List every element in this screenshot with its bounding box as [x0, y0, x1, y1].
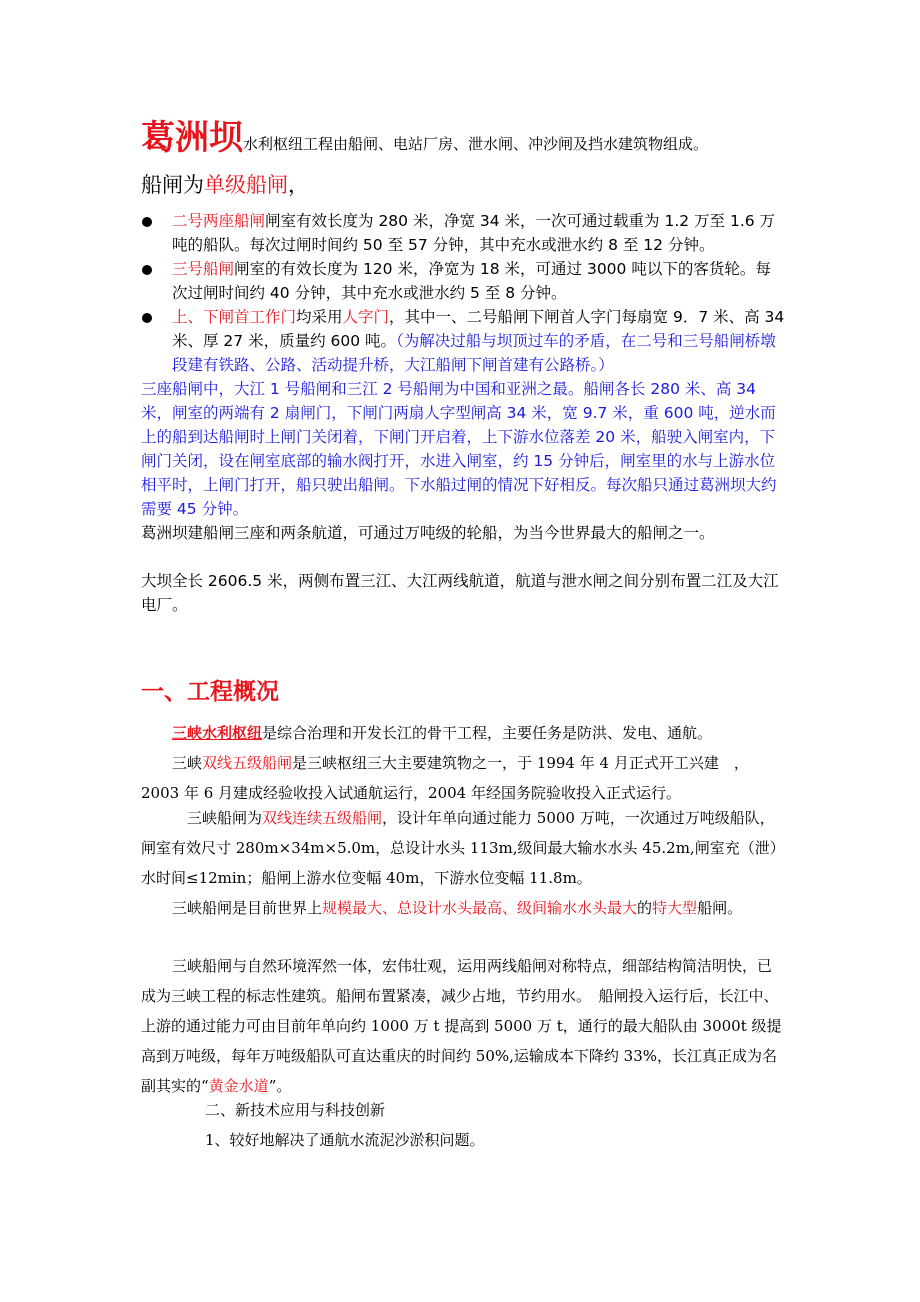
- env-text: 三峡船闸与自然环境浑然一体，宏伟壮观，运用两线船闸对称特点，细部结构简洁明快，已成为三峡工程的标志性建筑。船闸布置紧凑，减少占地，节约用水。 船闸投入运行后，长江中、上游的通过能力可由目前年单向约 1000 万 t 提高到 5000 万 t，通行的最大船队由 3000t 级提高到万吨级，每年万吨级船队可直达重庆的时间约 50%,运输成本下降约 33%，长江真正成为名副其实的“: [141, 957, 782, 1095]
- bullet-text: 闸室的有效长度为 120 米，净宽为 18 米，可通过 3000 吨以下的客货轮。每次过闸时间约 40 分钟，其中充水或泄水约 5 至 8 分钟。: [172, 260, 771, 302]
- list-item: [141, 209, 786, 257]
- spec-rest: ，设计年单向通过能力 5000 万吨，一次通过万吨级船队，闸室有效尺寸 280m×34m×5.0m，总设计水头 113m,级间最大输水水头 45.2m,闸室充（泄）水时间≤12min；船闸上游水位变幅 40m，下游水位变幅 11.8m。: [141, 809, 785, 887]
- title-line: [141, 118, 786, 158]
- list-item: [141, 305, 786, 377]
- bullet-dot-icon: [142, 265, 152, 275]
- feature-highlight: 规模最大、总设计水头最高、级间输水水头最大: [322, 899, 638, 917]
- section-heading-2: 二、新技术应用与科技创新: [205, 1101, 386, 1119]
- three-gorges-link[interactable]: 三峡水利枢纽: [172, 724, 263, 742]
- feature-mid: 的: [637, 899, 653, 917]
- bullet-highlight: 上、下闸首工作门: [172, 308, 297, 326]
- bullet-note: （为解决过船与坝顶过车的矛盾，在二号和三号船闸桥墩段建有铁路、公路、活动提升桥，大江船闸下闸首建有公路桥。）: [172, 332, 776, 374]
- spec-highlight: 双线连续五级船闸: [262, 809, 383, 827]
- feature-suffix: 船闸。: [697, 899, 743, 917]
- dual-highlight: 双线五级船闸: [202, 754, 293, 772]
- lock-paragraph: 三座船闸中，大江 1 号船闸和三江 2 号船闸为中国和亚洲之最。船闸各长 280 米、高 34 米，闸室的两端有 2 扇闸门，下闸门两扇人字型闸高 34 米，宽 9.7 米，重 600 吨，逆水而上的船到达船闸时上闸门关闭着，下闸门开启着，上下游水位落差 20 米，船驶入闸室内，下闸门关闭，设在闸室底部的输水阀打开，水进入闸室，约 15 分钟后，闸室里的水与上游水位相平时，上闸门打开，船只驶出船闸。下水船过闸的情况下好相反。每次船只通过葛洲坝大约需要 45 分钟。: [141, 380, 777, 518]
- subtitle-highlight: 单级船闸: [204, 173, 288, 197]
- subtitle-prefix: 船闸为: [141, 173, 204, 197]
- bullet-text-2: ，其中一、二号船闸下闸首人字门每扇宽 9．7 米、高 34 米、厚 27 米，质量约 600 吨。: [172, 308, 785, 350]
- feature-highlight-2: 特大型: [652, 899, 698, 917]
- gezhouba-ships-paragraph: 葛洲坝建船闸三座和两条航道，可通过万吨级的轮船，为当今世界最大的船闸之一。: [141, 524, 715, 542]
- title-main: 葛洲坝: [141, 118, 243, 158]
- bullet-highlight: 三号船闸: [172, 260, 235, 278]
- bullet-highlight: 二号两座船闸: [172, 212, 266, 230]
- bullet-dot-icon: [142, 313, 152, 323]
- three-gorges-feature: [141, 893, 786, 923]
- subtitle-suffix: ，: [288, 173, 309, 197]
- dam-paragraph: 大坝全长 2606.5 米，两侧布置三江、大江两线航道，航道与泄水闸之间分别布置二江及大江电厂。: [141, 572, 779, 614]
- env-highlight: 黄金水道: [208, 1077, 269, 1095]
- bullet-dot-icon: [142, 217, 152, 227]
- env-suffix: ”。: [268, 1077, 292, 1095]
- bullet-highlight-2: 人字门: [342, 308, 390, 326]
- bullet-text: 均采用: [296, 308, 343, 326]
- intro-rest: 是综合治理和开发长江的骨干工程，主要任务是防洪、发电、通航。: [262, 724, 713, 742]
- three-gorges-spec: [141, 803, 786, 893]
- section-heading-1: 一、工程概况: [141, 679, 279, 705]
- three-gorges-environment: [141, 951, 786, 1101]
- spec-prefix: 三峡船闸为: [187, 809, 263, 827]
- feature-prefix: 三峡船闸是目前世界上: [172, 899, 323, 917]
- bullet-text: 闸室有效长度为 280 米，净宽 34 米，一次可通过载重为 1.2 万至 1.6 万吨的船队。每次过闸时间约 50 至 57 分钟，其中充水或泄水约 8 至 12 分钟。: [172, 212, 776, 254]
- bullet-list: [141, 209, 786, 377]
- three-gorges-intro: [141, 718, 786, 748]
- three-gorges-dual-lock: [141, 748, 786, 808]
- list-item: [141, 257, 786, 305]
- title-rest: 水利枢纽工程由船闸、电站厂房、泄水闸、冲沙闸及挡水建筑物组成。: [243, 135, 709, 153]
- dual-rest: 是三峡枢纽三大主要建筑物之一，于 1994 年 4 月正式开工兴建 ，2003 年 6 月建成经验收投入试通航运行，2004 年经国务院验收投入正式运行。: [141, 754, 749, 802]
- dual-prefix: 三峡: [172, 754, 203, 772]
- subtitle: [141, 170, 786, 200]
- section-item-1: 1、较好地解决了通航水流泥沙淤积问题。: [205, 1131, 485, 1149]
